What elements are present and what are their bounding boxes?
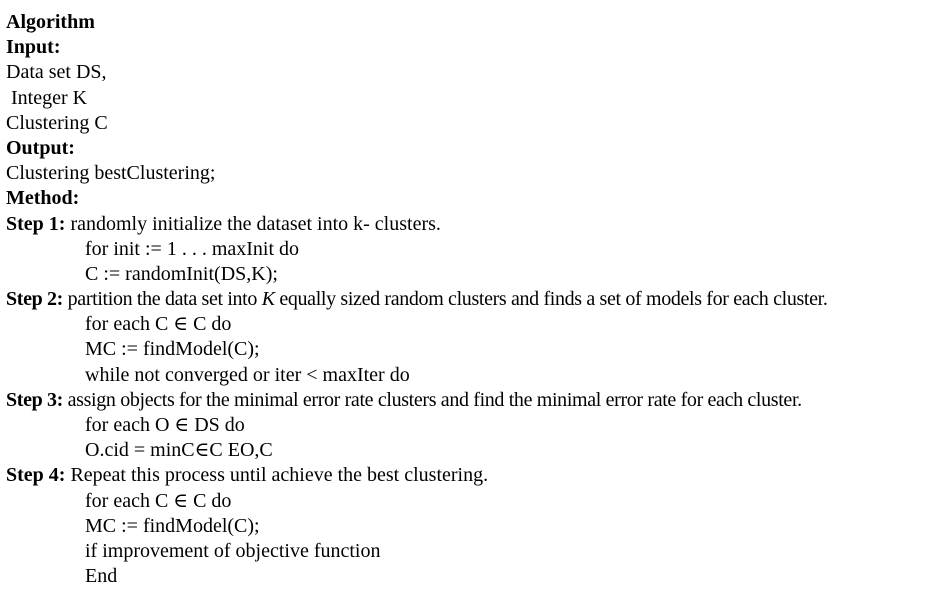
step-1 [6,212,946,237]
output-line: Clustering bestClustering; [6,162,216,185]
step-code-line: for each C ∈ C do [85,489,232,512]
step-code-line: for each O ∈ DS do [85,414,245,436]
input-heading: Input: [6,36,61,59]
step-description: assign objects for the minimal error rate clusters and find the minimal error rate for each cluster. [63,388,802,411]
algorithm-document [6,10,946,589]
step-code-line: if improvement of objective function [85,539,381,562]
step-description: randomly initialize the dataset into k- clusters. [65,212,441,235]
step-label: Step 2: [6,288,63,311]
output-heading: Output: [6,136,75,159]
step-description: partition the data set into [63,288,262,311]
step-code-line: C := randomInit(DS,K); [85,262,278,285]
step-code-line: for init := 1 . . . maxInit do [85,237,300,260]
algorithm-title: Algorithm [6,11,95,33]
step-code-line: MC := findModel(C); [85,514,260,537]
step-3 [6,388,946,413]
method-heading: Method: [6,187,80,210]
input-line: Data set DS, [6,61,107,84]
step-2 [6,287,946,312]
step-code-line: O.cid = minC∈C EO,C [85,439,273,462]
step-label: Step 1: [6,212,66,235]
input-line: Integer K [11,86,88,109]
step-description: equally sized random clusters and finds a set of models for each cluster. [274,288,828,311]
step-description-italic: K [261,288,275,311]
step-code-line: while not converged or iter < maxIter do [85,363,410,386]
step-description: Repeat this process until achieve the best clustering. [65,464,489,487]
input-line: Clustering C [6,111,108,134]
step-label: Step 4: [6,464,66,487]
step-label: Step 3: [6,388,63,411]
step-code-line: for each C ∈ C do [85,313,232,336]
step-code-line: MC := findModel(C); [85,338,260,361]
step-code-line: End [85,565,118,588]
step-4 [6,463,946,488]
